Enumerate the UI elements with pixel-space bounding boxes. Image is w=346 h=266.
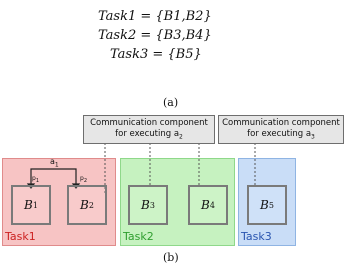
block-b1 — [11, 185, 51, 225]
block-name: B — [80, 198, 89, 212]
equation-rhs: = {B5} — [152, 47, 202, 62]
port-sub: 2 — [83, 178, 87, 185]
arc-name: a — [50, 157, 55, 166]
arc-a1-label — [50, 157, 59, 169]
block-b4 — [188, 185, 228, 225]
comm-sub: 2 — [179, 133, 183, 141]
block-sub: 4 — [209, 200, 215, 210]
equation-lhs: Task1 — [98, 9, 137, 24]
comm-line1: Communication component — [90, 118, 208, 128]
equation-rhs: = {B3,B4} — [140, 28, 212, 43]
block-sub: 1 — [32, 200, 38, 210]
equation-lhs: Task3 — [110, 47, 149, 62]
port-p1-label — [32, 175, 39, 184]
comm-line2 — [84, 129, 214, 143]
task1-label: Task1 — [5, 230, 36, 243]
caption-a: (a) — [163, 96, 179, 109]
equation-rhs: = {B1,B2} — [140, 9, 212, 24]
comm-line2-text: for executing a — [247, 129, 312, 139]
comm-line1: Communication component — [222, 118, 340, 128]
comm-sub: 3 — [311, 133, 315, 141]
comm-line2 — [219, 129, 343, 143]
port-sub: 1 — [35, 178, 39, 185]
task2-label: Task2 — [123, 230, 154, 243]
arc-sub: 1 — [54, 161, 59, 169]
caption-b: (b) — [163, 251, 179, 264]
comm-line2-text: for executing a — [115, 129, 180, 139]
block-b5 — [247, 185, 287, 225]
port-name: p — [32, 175, 36, 182]
block-b3 — [128, 185, 168, 225]
port-name: p — [80, 175, 84, 182]
block-b2 — [67, 185, 107, 225]
block-name: B — [141, 198, 150, 212]
comm-component-a2 — [83, 115, 215, 144]
task3-label: Task3 — [241, 230, 272, 243]
comm-component-a3 — [218, 115, 344, 144]
port-p2-label — [80, 175, 87, 184]
block-sub: 5 — [268, 200, 274, 210]
block-name: B — [260, 198, 269, 212]
block-sub: 3 — [149, 200, 155, 210]
block-name: B — [201, 198, 210, 212]
block-sub: 2 — [88, 200, 94, 210]
block-name: B — [24, 198, 33, 212]
equation-lhs: Task2 — [98, 28, 137, 43]
